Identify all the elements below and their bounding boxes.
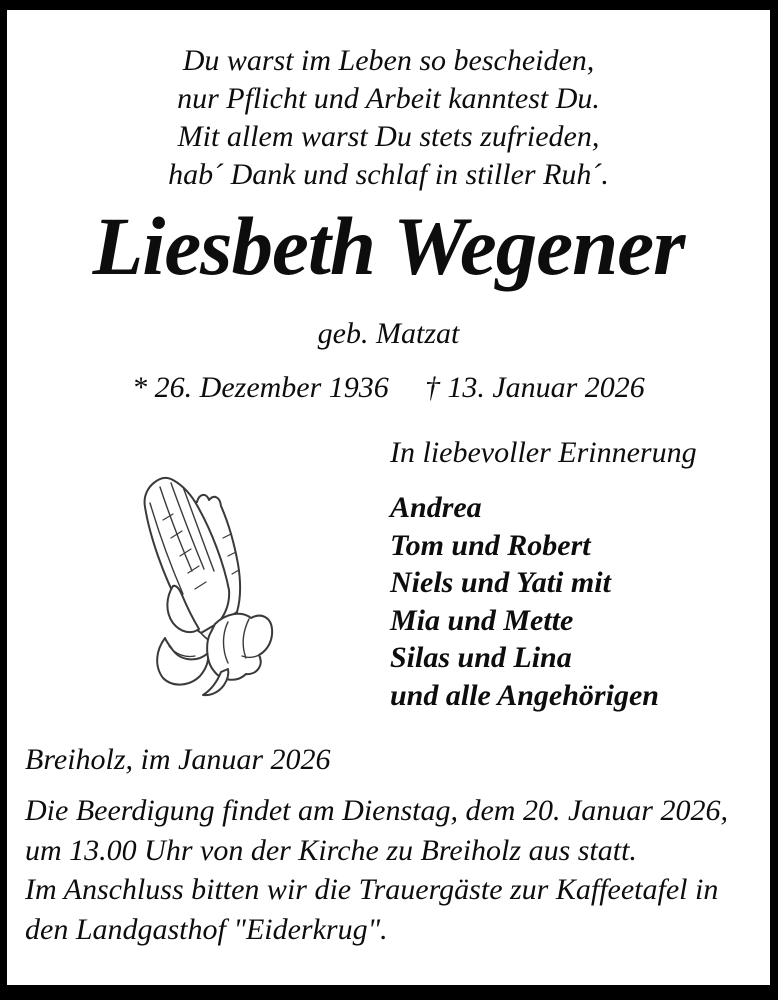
funeral-info-line: den Landgasthof "Eiderkrug".	[25, 912, 388, 946]
funeral-info-line: Im Anschluss bitten wir die Trauergäste zur Kaffeetafel in	[25, 873, 719, 906]
mourner-line: Tom und Robert	[390, 528, 591, 562]
poem-line: nur Pflicht und Arbeit kanntest Du.	[177, 82, 600, 115]
funeral-info	[25, 791, 728, 949]
life-dates	[7, 368, 770, 408]
praying-hands-icon	[135, 476, 277, 706]
funeral-info-line: um 13.00 Uhr von der Kirche zu Breiholz aus statt.	[25, 833, 637, 867]
mourner-line: Mia und Mette	[390, 603, 574, 637]
poem-line: hab´ Dank und schlaf in stiller Ruh´.	[168, 158, 609, 191]
birth-date: * 26. Dezember 1936	[132, 371, 389, 404]
mourner-line: Silas und Lina	[390, 641, 572, 674]
memorial-heading: In liebevoller Erinnerung	[390, 436, 697, 469]
death-date: † 13. Januar 2026	[424, 371, 645, 404]
mourner-line: Niels und Yati mit	[390, 566, 611, 599]
mourner-line: und alle Angehörigen	[390, 678, 659, 712]
place-date-line: Breiholz, im Januar 2026	[25, 743, 331, 776]
memorial-notice	[7, 10, 770, 985]
poem-line: Mit allem warst Du stets zufrieden,	[177, 120, 600, 153]
poem-line: Du warst im Leben so bescheiden,	[182, 44, 595, 77]
mourner-line: Andrea	[390, 491, 482, 524]
mourners-list	[390, 489, 659, 714]
deceased-name: Liesbeth Wegener	[92, 200, 685, 292]
maiden-name: geb. Matzat	[317, 317, 460, 350]
funeral-info-line: Die Beerdigung findet am Dienstag, dem 20. Januar 2026,	[25, 794, 728, 827]
poem	[7, 42, 770, 194]
